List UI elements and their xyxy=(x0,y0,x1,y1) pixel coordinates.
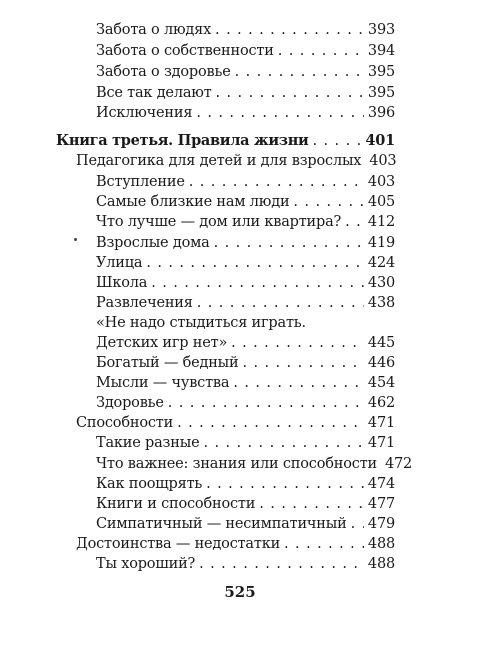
dot-leader xyxy=(189,172,364,192)
toc-entry-page: 454 xyxy=(367,375,395,391)
toc-entry-page: 477 xyxy=(367,496,395,512)
toc-entry xyxy=(96,373,395,393)
page-number: 525 xyxy=(224,583,256,601)
toc-entry-page: 472 xyxy=(384,456,413,472)
dot-leader xyxy=(168,393,364,413)
dot-leader xyxy=(259,494,364,514)
toc-entry xyxy=(96,20,395,40)
toc-entry-page: 412 xyxy=(367,214,395,230)
toc-entry-title: Что лучше — дом или квартира? xyxy=(96,214,342,230)
toc-entry-page: 474 xyxy=(367,476,395,492)
toc-entry-page: 471 xyxy=(367,435,395,451)
dot-leader xyxy=(284,534,364,554)
toc-entry-title: Симпатичный — несимпатичный xyxy=(96,516,347,532)
toc-entry xyxy=(96,192,395,212)
toc-entry-title: Забота о собственности xyxy=(96,43,274,59)
toc-entry xyxy=(96,454,413,474)
toc-entry-title: Вступление xyxy=(96,174,185,190)
toc-chapter xyxy=(76,534,395,554)
dot-leader xyxy=(146,253,364,273)
toc-entry xyxy=(96,212,395,232)
toc-entry-page: 401 xyxy=(365,132,395,149)
toc-entry xyxy=(96,474,395,494)
toc-entry-title: Школа xyxy=(96,275,148,291)
toc-entry-page: 393 xyxy=(367,22,395,38)
toc-entry xyxy=(96,554,395,574)
toc-entry-page: 424 xyxy=(367,255,395,271)
dot-leader xyxy=(293,192,364,212)
toc-entry-title: Взрослые дома xyxy=(96,235,210,251)
toc-entry-page: 430 xyxy=(367,275,395,291)
toc-entry-title: Развлечения xyxy=(96,295,193,311)
toc-entry-title: Ты хороший? xyxy=(96,556,196,572)
dot-leader xyxy=(278,41,364,61)
toc-entry-title: Как поощрять xyxy=(96,476,203,492)
dot-leader xyxy=(177,413,364,433)
toc-entry xyxy=(96,233,395,253)
dot-leader xyxy=(199,554,364,574)
toc-entry-title: Богатый — бедный xyxy=(96,355,239,371)
dot-leader xyxy=(235,62,364,82)
toc-entry xyxy=(96,353,395,373)
dot-leader xyxy=(345,212,364,232)
toc-entry-page: 446 xyxy=(367,355,395,371)
toc-entry-title: Мысли — чувства xyxy=(96,375,230,391)
toc-entry-page: 462 xyxy=(367,395,395,411)
toc-entry xyxy=(96,333,395,353)
toc-entry-page: 445 xyxy=(367,335,395,351)
dot-leader xyxy=(313,131,362,151)
dot-leader xyxy=(231,333,364,353)
toc-entry xyxy=(96,273,395,293)
toc-entry-title: Что важнее: знания или способности xyxy=(96,456,377,472)
toc-entry xyxy=(96,514,395,534)
dot-leader xyxy=(233,373,364,393)
toc-part-heading xyxy=(56,131,395,151)
toc-entry-title: Такие разные xyxy=(96,435,200,451)
toc-entry-page: 395 xyxy=(367,64,395,80)
toc-entry xyxy=(96,83,395,103)
toc-entry-page: 395 xyxy=(367,85,395,101)
dot-leader xyxy=(206,474,364,494)
toc-entry-title: «Не надо стыдиться играть. xyxy=(96,315,306,331)
toc-entry xyxy=(96,313,395,333)
toc-entry-title: Книга третья. Правила жизни xyxy=(56,132,309,149)
toc-entry-title: Книги и способности xyxy=(96,496,256,512)
toc-entry xyxy=(96,62,395,82)
toc-entry-page: 471 xyxy=(367,415,395,431)
dot-leader xyxy=(196,103,364,123)
dot-leader xyxy=(215,20,364,40)
toc-entry-page: 394 xyxy=(367,43,395,59)
toc-entry xyxy=(96,494,395,514)
dot-leader xyxy=(197,293,364,313)
toc-entry xyxy=(96,253,395,273)
toc-chapter xyxy=(76,151,395,171)
toc-entry-title: Забота о людях xyxy=(96,22,212,38)
toc-entry xyxy=(96,103,395,123)
toc-chapter xyxy=(76,413,395,433)
toc-entry-page: 438 xyxy=(367,295,395,311)
dot-leader xyxy=(351,514,364,534)
toc-entry-title: Все так делают xyxy=(96,85,212,101)
toc-entry-title: Способности xyxy=(76,415,174,431)
toc-entry xyxy=(96,393,395,413)
toc-entry-title: Детских игр нет» xyxy=(96,335,228,351)
toc-entry xyxy=(96,41,395,61)
toc-entry-title: Самые близкие нам люди xyxy=(96,194,290,210)
dot-leader xyxy=(214,233,364,253)
toc-entry-page: 405 xyxy=(367,194,395,210)
toc-entry-title: Улица xyxy=(96,255,143,271)
print-speck xyxy=(74,238,77,241)
toc-entry-title: Исключения xyxy=(96,105,193,121)
dot-leader xyxy=(203,433,363,453)
toc-entry-page: 419 xyxy=(367,235,395,251)
dot-leader xyxy=(151,273,364,293)
dot-leader xyxy=(242,353,363,373)
toc-entry-title: Педагогика для детей и для взрослых xyxy=(76,153,362,169)
toc-entry-title: Здоровье xyxy=(96,395,164,411)
toc-entry xyxy=(96,433,395,453)
toc-entry-page: 488 xyxy=(367,536,395,552)
toc-entry xyxy=(96,172,395,192)
dot-leader xyxy=(216,83,364,103)
toc-entry-page: 403 xyxy=(367,174,395,190)
toc-entry-title: Достоинства — недостатки xyxy=(76,536,281,552)
toc-entry-title: Забота о здоровье xyxy=(96,64,231,80)
toc-entry-page: 396 xyxy=(367,105,395,121)
toc-entry xyxy=(96,293,395,313)
toc-entry-page: 479 xyxy=(367,516,395,532)
toc-entry-page: 403 xyxy=(369,153,397,169)
toc-entry-page: 488 xyxy=(367,556,395,572)
